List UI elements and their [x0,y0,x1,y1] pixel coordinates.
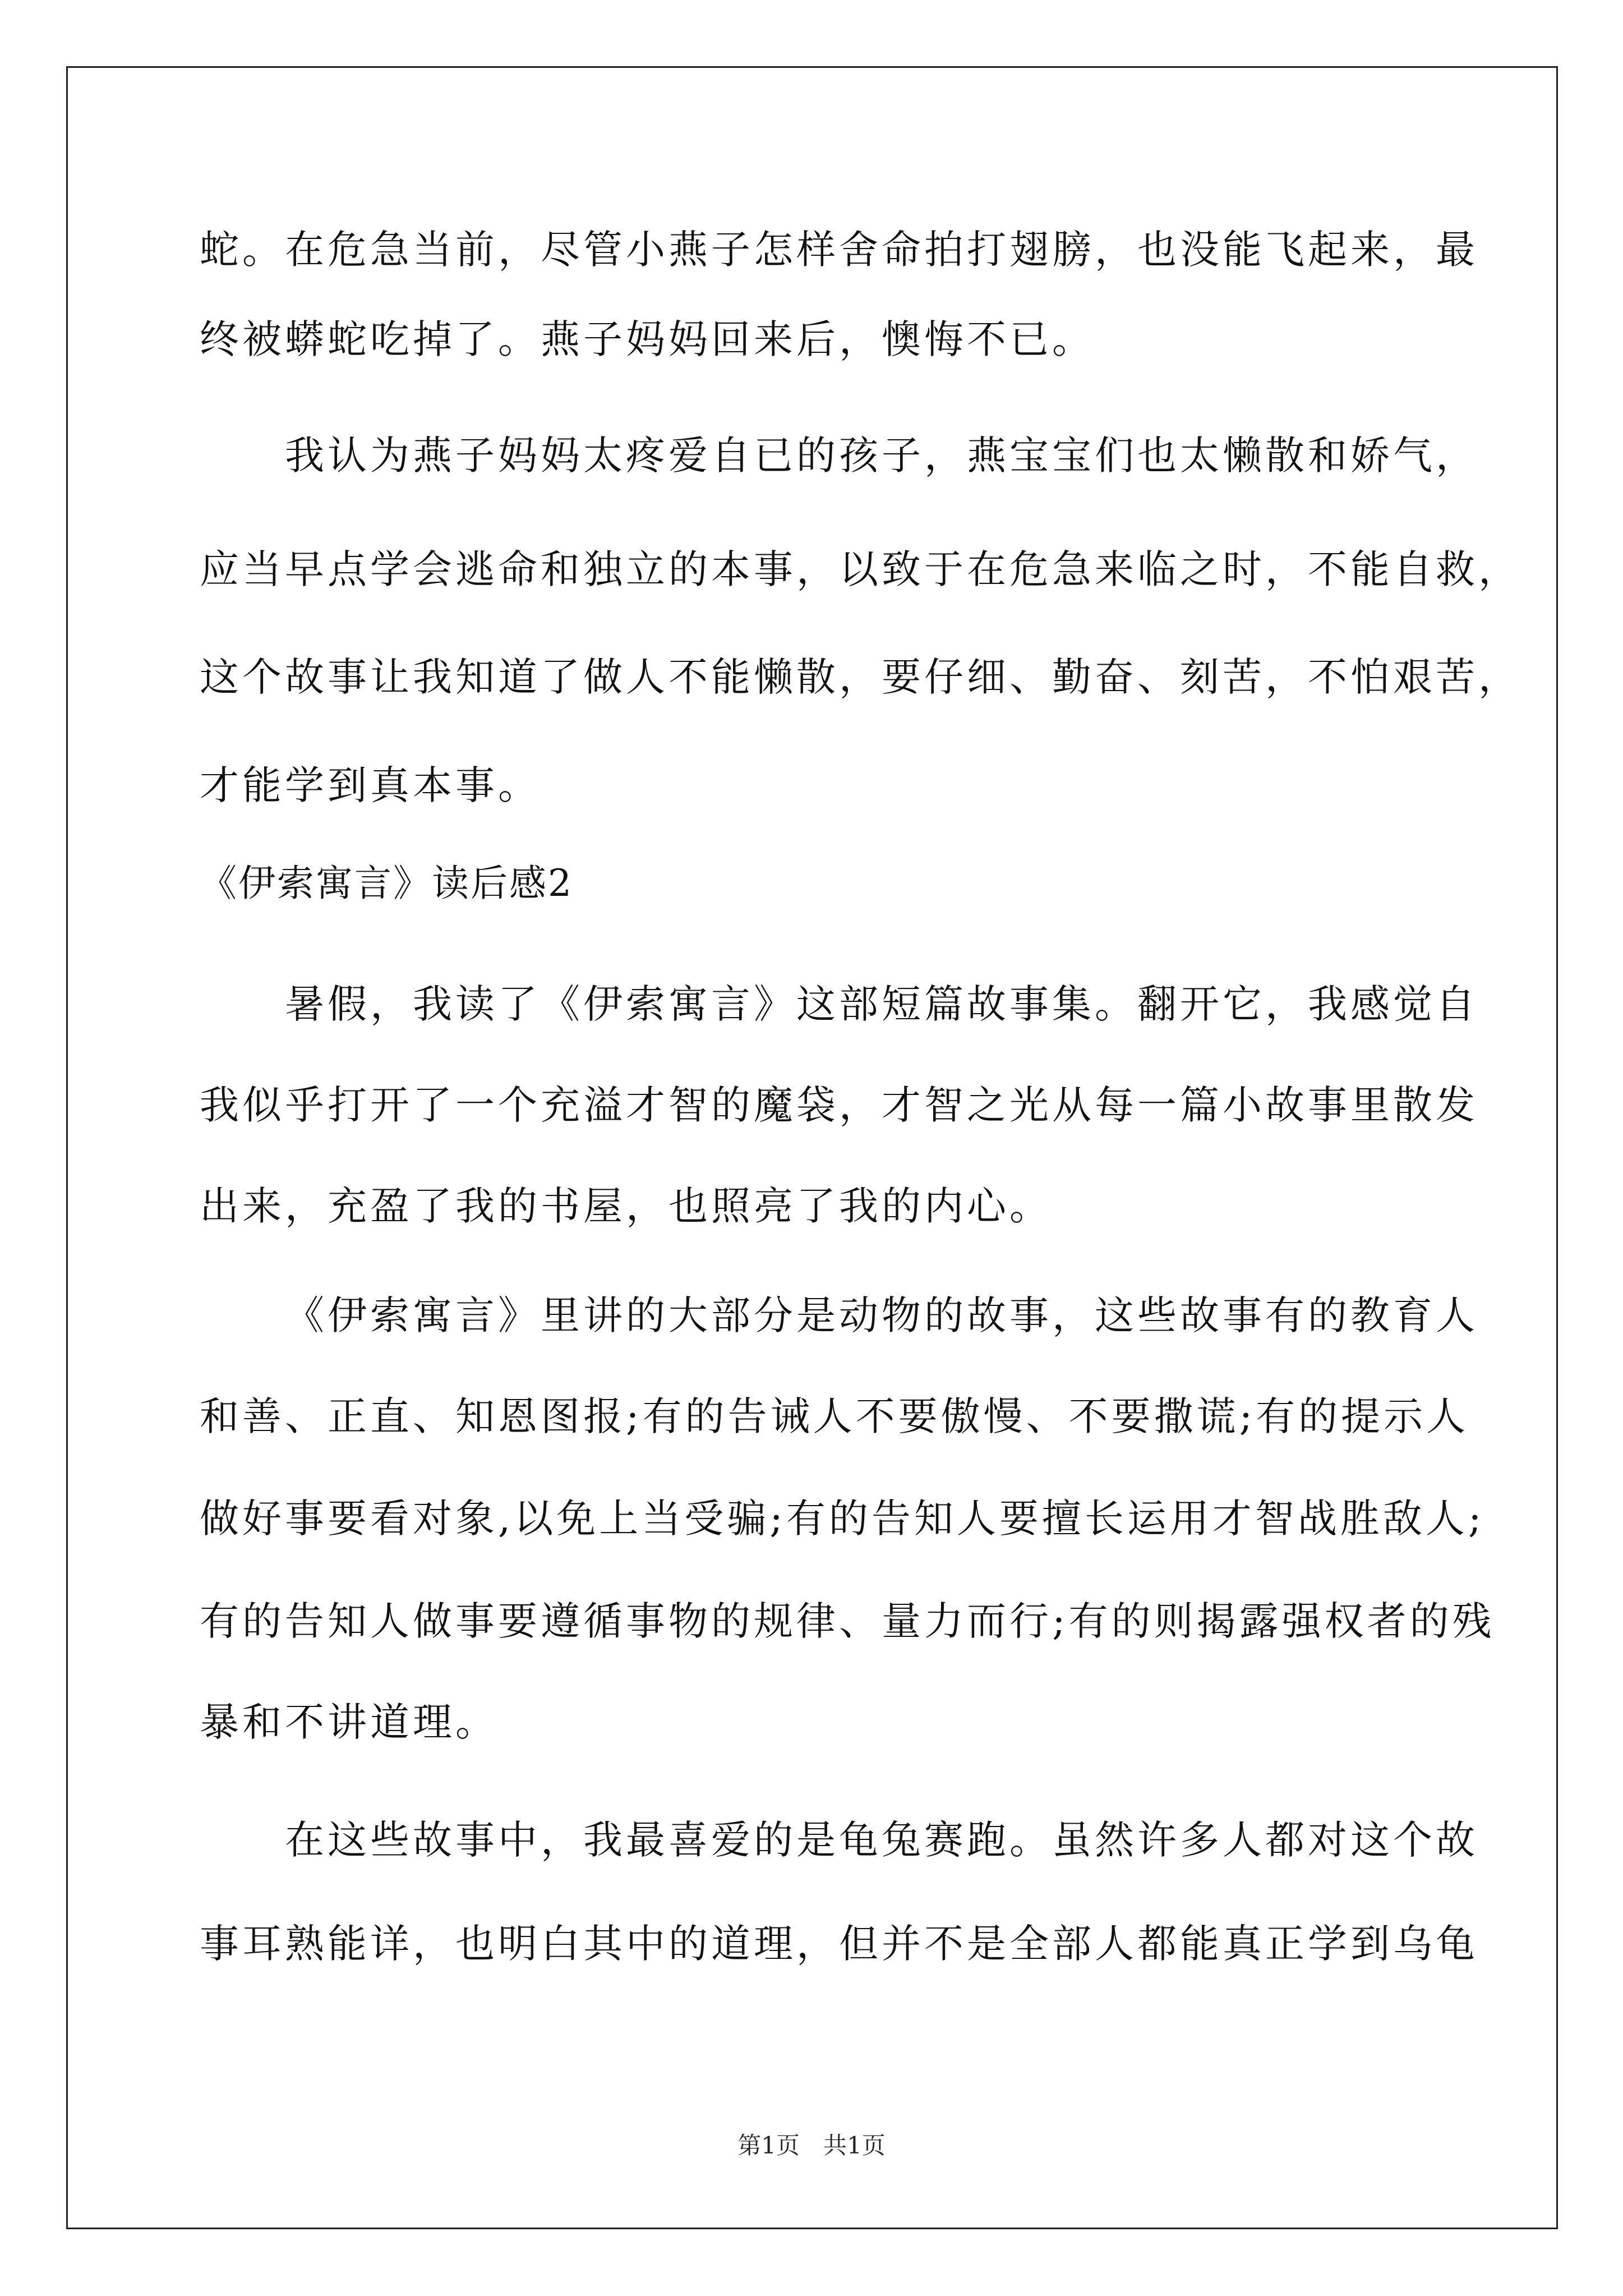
p2-line-3: 这个故事让我知道了做人不能懒散，要仔细、勤奋、刻苦，不怕艰苦， [200,654,1521,700]
p4-line-5: 暴和不讲道理。 [200,1699,498,1745]
p2-line-2: 应当早点学会逃命和独立的本事，以致于在危急来临之时，不能自救， [200,546,1521,592]
p5-line-1: 在这些故事中，我最喜爱的是龟兔赛跑。虽然许多人都对这个故 [285,1817,1478,1863]
section-heading: 《伊索寓言》读后感2 [200,862,573,905]
p4-line-2: 和善、正直、知恩图报;有的告诫人不要傲慢、不要撒谎;有的提示人 [200,1393,1469,1439]
page-border [66,66,1558,2229]
p1-line-2: 终被蟒蛇吃掉了。燕子妈妈回来后，懊悔不已。 [200,316,1095,362]
p4-line-4: 有的告知人做事要遵循事物的规律、量力而行;有的则揭露强权者的残 [200,1598,1495,1644]
p1-line-1: 蛇。在危急当前，尽管小燕子怎样舍命拍打翅膀，也没能飞起来，最 [200,227,1478,273]
p3-line-2: 我似乎打开了一个充溢才智的魔袋，才智之光从每一篇小故事里散发 [200,1082,1478,1128]
p3-line-1: 暑假，我读了《伊索寓言》这部短篇故事集。翻开它，我感觉自 [285,981,1478,1027]
p4-line-1: 《伊索寓言》里讲的大部分是动物的故事，这些故事有的教育人 [285,1292,1478,1338]
p3-line-3: 出来，充盈了我的书屋，也照亮了我的内心。 [200,1183,1052,1229]
page-footer: 第1页 共1页 [737,2132,886,2159]
p2-line-1: 我认为燕子妈妈太疼爱自已的孩子，燕宝宝们也太懒散和娇气， [285,432,1478,478]
p2-line-4: 才能学到真本事。 [200,762,541,808]
p5-line-2: 事耳熟能详，也明白其中的道理，但并不是全部人都能真正学到乌龟 [200,1921,1478,1967]
p4-line-3: 做好事要看对象,以免上当受骗;有的告知人要擅长运用才智战胜敌人; [200,1496,1485,1542]
